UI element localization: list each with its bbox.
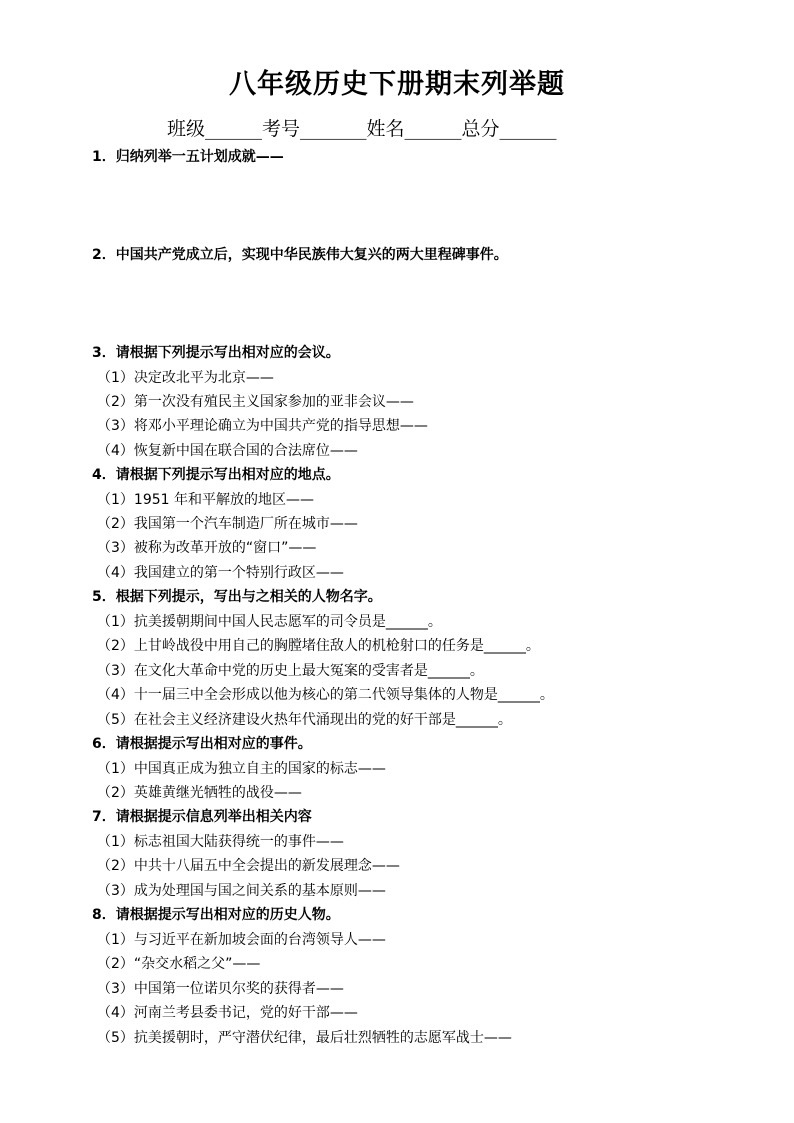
question-3-item: （1）决定改北平为北京—— xyxy=(97,370,274,386)
question-5-item: （1）抗美援朝期间中国人民志愿军的司令员是______。 xyxy=(97,614,442,630)
question-4-item: （4）我国建立的第一个特别行政区—— xyxy=(97,565,344,581)
question-8-item: （2）“杂交水稻之父”—— xyxy=(97,956,261,972)
question-5-item: （2）上甘岭战役中用自己的胸膛堵住敌人的机枪射口的任务是______。 xyxy=(97,638,540,654)
question-3-item: （2）第一次没有殖民主义国家参加的亚非会议—— xyxy=(97,394,414,410)
question-5-item: （5）在社会主义经济建设火热年代涌现出的党的好干部是______。 xyxy=(97,712,512,728)
question-3: 3．请根据下列提示写出相对应的会议。 xyxy=(92,345,340,361)
question-8-item: （5）抗美援朝时，严守潜伏纪律，最后壮烈牺牲的志愿军战士—— xyxy=(97,1030,512,1046)
student-info-line: 班级______考号_______姓名______总分______ xyxy=(167,118,557,140)
question-6-item: （1）中国真正成为独立自主的国家的标志—— xyxy=(97,761,386,777)
question-4-item: （1）1951 年和平解放的地区—— xyxy=(97,492,314,508)
question-1: 1．归纳列举一五计划成就—— xyxy=(92,149,284,165)
question-7: 7．请根据提示信息列举出相关内容 xyxy=(92,809,312,825)
question-4-item: （2）我国第一个汽车制造厂所在城市—— xyxy=(97,516,358,532)
question-8-item: （1）与习近平在新加坡会面的台湾领导人—— xyxy=(97,932,386,948)
question-7-item: （2）中共十八届五中全会提出的新发展理念—— xyxy=(97,858,400,874)
page-title: 八年级历史下册期末列举题 xyxy=(229,69,565,100)
question-4-item: （3）被称为改革开放的“窗口”—— xyxy=(97,540,317,556)
question-8-item: （3）中国第一位诺贝尔奖的获得者—— xyxy=(97,981,344,997)
question-6: 6．请根据提示写出相对应的事件。 xyxy=(92,736,312,752)
question-6-item: （2）英雄黄继光牺牲的战役—— xyxy=(97,785,302,801)
question-3-item: （3）将邓小平理论确立为中国共产党的指导思想—— xyxy=(97,418,428,434)
question-5: 5．根据下列提示，写出与之相关的人物名字。 xyxy=(92,589,382,605)
question-8-item: （4）河南兰考县委书记，党的好干部—— xyxy=(97,1005,358,1021)
question-4: 4．请根据下列提示写出相对应的地点。 xyxy=(92,467,340,483)
question-8: 8．请根据提示写出相对应的历史人物。 xyxy=(92,907,340,923)
question-7-item: （3）成为处理国与国之间关系的基本原则—— xyxy=(97,883,386,899)
question-7-item: （1）标志祖国大陆获得统一的事件—— xyxy=(97,834,344,850)
question-5-item: （4）十一届三中全会形成以他为核心的第二代领导集体的人物是______。 xyxy=(97,687,554,703)
question-5-item: （3）在文化大革命中党的历史上最大冤案的受害者是______。 xyxy=(97,663,484,679)
question-2: 2．中国共产党成立后，实现中华民族伟大复兴的两大里程碑事件。 xyxy=(92,247,508,263)
question-3-item: （4）恢复新中国在联合国的合法席位—— xyxy=(97,443,358,459)
